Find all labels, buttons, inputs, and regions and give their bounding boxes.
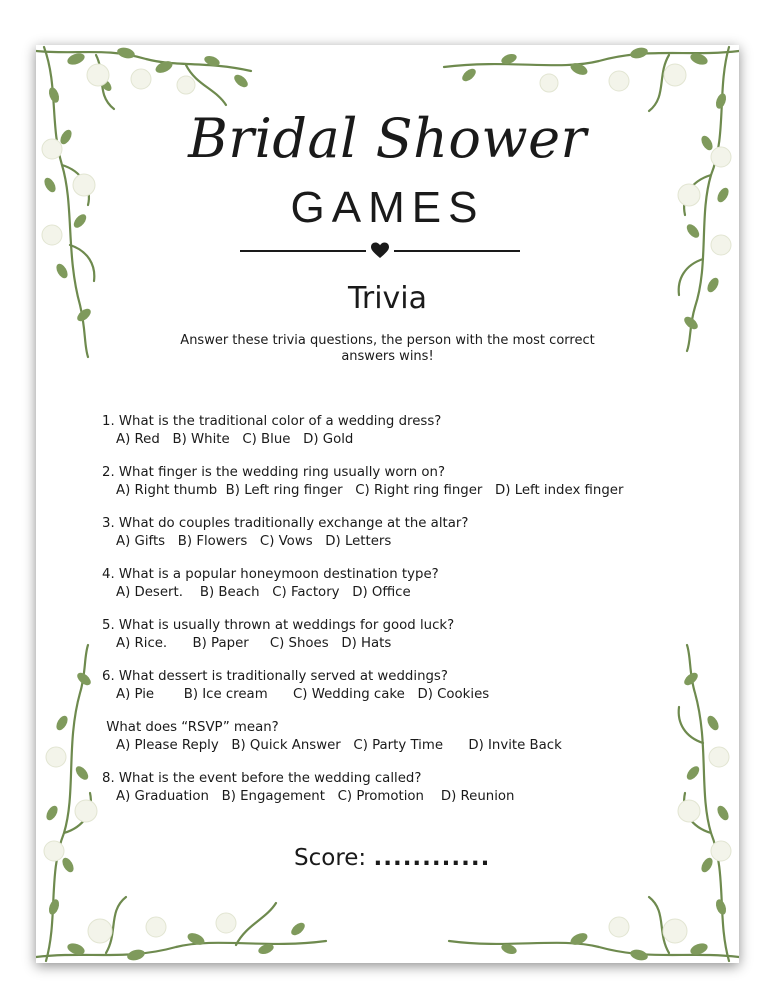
question-text: 2. What finger is the wedding ring usually worn on?: [102, 465, 446, 480]
score-blank: ............: [373, 845, 491, 871]
question-text: What does “RSVP” mean?: [102, 720, 279, 735]
question-item: [102, 464, 692, 515]
question-item: [102, 617, 692, 668]
divider-line-right: [394, 250, 520, 252]
divider-line-left: [240, 250, 366, 252]
question-options: A) Please Reply B) Quick Answer C) Party Time D) Invite Back: [116, 738, 562, 753]
question-item: [102, 770, 692, 821]
title-games: GAMES: [290, 183, 485, 232]
question-text: 6. What dessert is traditionally served at weddings?: [102, 669, 448, 684]
question-item: [102, 413, 692, 464]
page-subtitle: Trivia: [347, 281, 428, 316]
question-text: 5. What is usually thrown at weddings for good luck?: [102, 618, 455, 633]
question-options: A) Right thumb B) Left ring finger C) Right ring finger D) Left index finger: [116, 483, 624, 498]
question-options: A) Red B) White C) Blue D) Gold: [116, 432, 354, 447]
question-text: 1. What is the traditional color of a wedding dress?: [102, 414, 442, 429]
question-options: A) Gifts B) Flowers C) Vows D) Letters: [116, 534, 392, 549]
question-options: A) Rice. B) Paper C) Shoes D) Hats: [116, 636, 392, 651]
question-options: A) Graduation B) Engagement C) Promotion D) Reunion: [116, 789, 515, 804]
question-item: [102, 668, 692, 719]
question-options: A) Desert. B) Beach C) Factory D) Office: [116, 585, 411, 600]
question-options: A) Pie B) Ice cream C) Wedding cake D) Cookies: [116, 687, 490, 702]
question-text: 3. What do couples traditionally exchange at the altar?: [102, 516, 469, 531]
question-item: [102, 515, 692, 566]
question-item: [102, 566, 692, 617]
question-item: [102, 719, 692, 770]
intro-text: Answer these trivia questions, the person with the most correct answers wins!: [180, 333, 595, 364]
question-text: 8. What is the event before the wedding called?: [102, 771, 422, 786]
question-text: 4. What is a popular honeymoon destination type?: [102, 567, 439, 582]
score-line: [294, 845, 490, 871]
title-script: Bridal Shower: [188, 107, 587, 170]
trivia-page: [36, 45, 739, 963]
heart-icon: [370, 241, 390, 261]
score-label: Score:: [294, 845, 367, 871]
title-divider: [240, 241, 520, 261]
question-list: [102, 413, 692, 821]
